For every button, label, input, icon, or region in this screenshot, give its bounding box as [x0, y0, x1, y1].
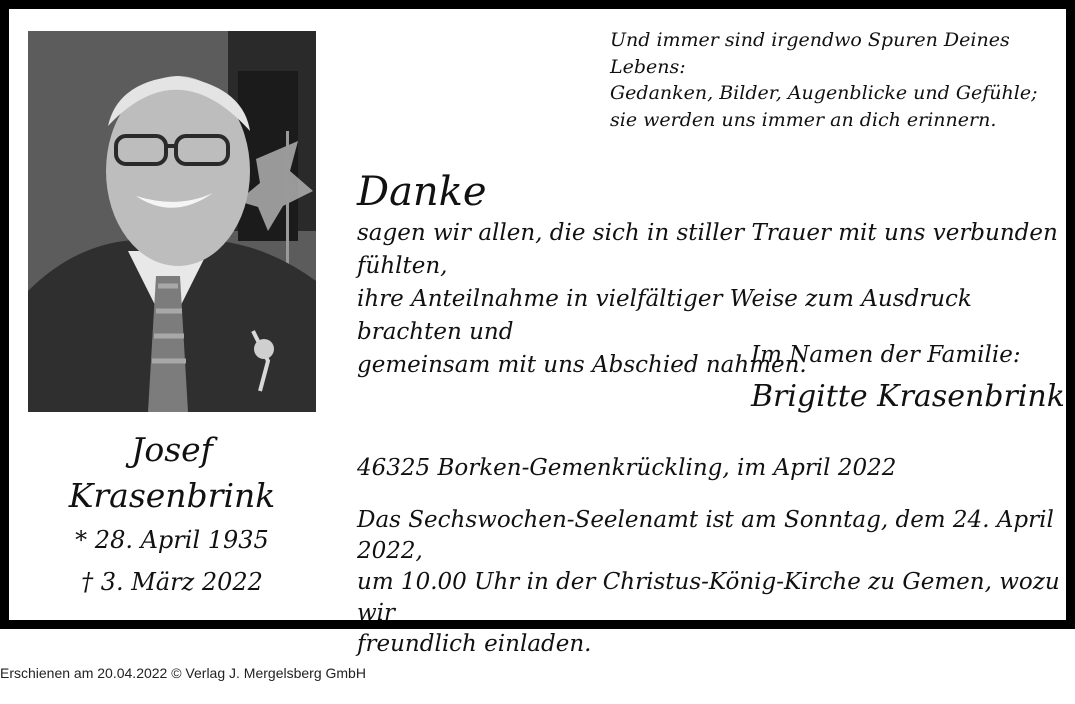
thanks-line: ihre Anteilnahme in vielfältiger Weise zum Ausdruck brachten und	[357, 286, 972, 345]
birth-date: * 28. April 1935	[75, 526, 269, 554]
quote-line: sie werden uns immer an dich erinnern.	[610, 108, 997, 131]
deceased-first-name: Josef	[131, 430, 213, 469]
thanks-line: gemeinsam mit uns Abschied nahmen.	[357, 352, 807, 378]
service-announcement	[357, 505, 1062, 660]
deceased-info	[28, 427, 316, 603]
memorial-quote	[610, 27, 1060, 133]
portrait-photo	[28, 31, 316, 412]
quote-line: Gedanken, Bilder, Augenblicke und Gefühle;	[610, 82, 1038, 104]
place-date: 46325 Borken-Gemenkrückling, im April 2022	[357, 455, 897, 481]
family-label: Im Namen der Familie:	[751, 342, 1021, 368]
quote-line: Und immer sind irgendwo Spuren Deines Lebens:	[610, 29, 1010, 78]
service-line: Das Sechswochen-Seelenamt ist am Sonntag, dem 24. April 2022,	[357, 507, 1054, 564]
deceased-last-name: Krasenbrink	[68, 476, 276, 515]
death-date: † 3. März 2022	[81, 568, 263, 596]
family-name: Brigitte Krasenbrink	[751, 379, 1065, 414]
portrait-illustration	[28, 31, 316, 412]
thanks-title: Danke	[357, 169, 487, 215]
service-line: um 10.00 Uhr in der Christus-König-Kirche zu Gemen, wozu wir	[357, 569, 1060, 626]
service-line: freundlich einladen.	[357, 631, 592, 657]
publication-footer: Erschienen am 20.04.2022 © Verlag J. Mergelsberg GmbH	[0, 665, 366, 681]
thanks-line: sagen wir allen, die sich in stiller Trauer mit uns verbunden fühlten,	[357, 220, 1058, 279]
obituary-card-inner	[9, 9, 1066, 657]
